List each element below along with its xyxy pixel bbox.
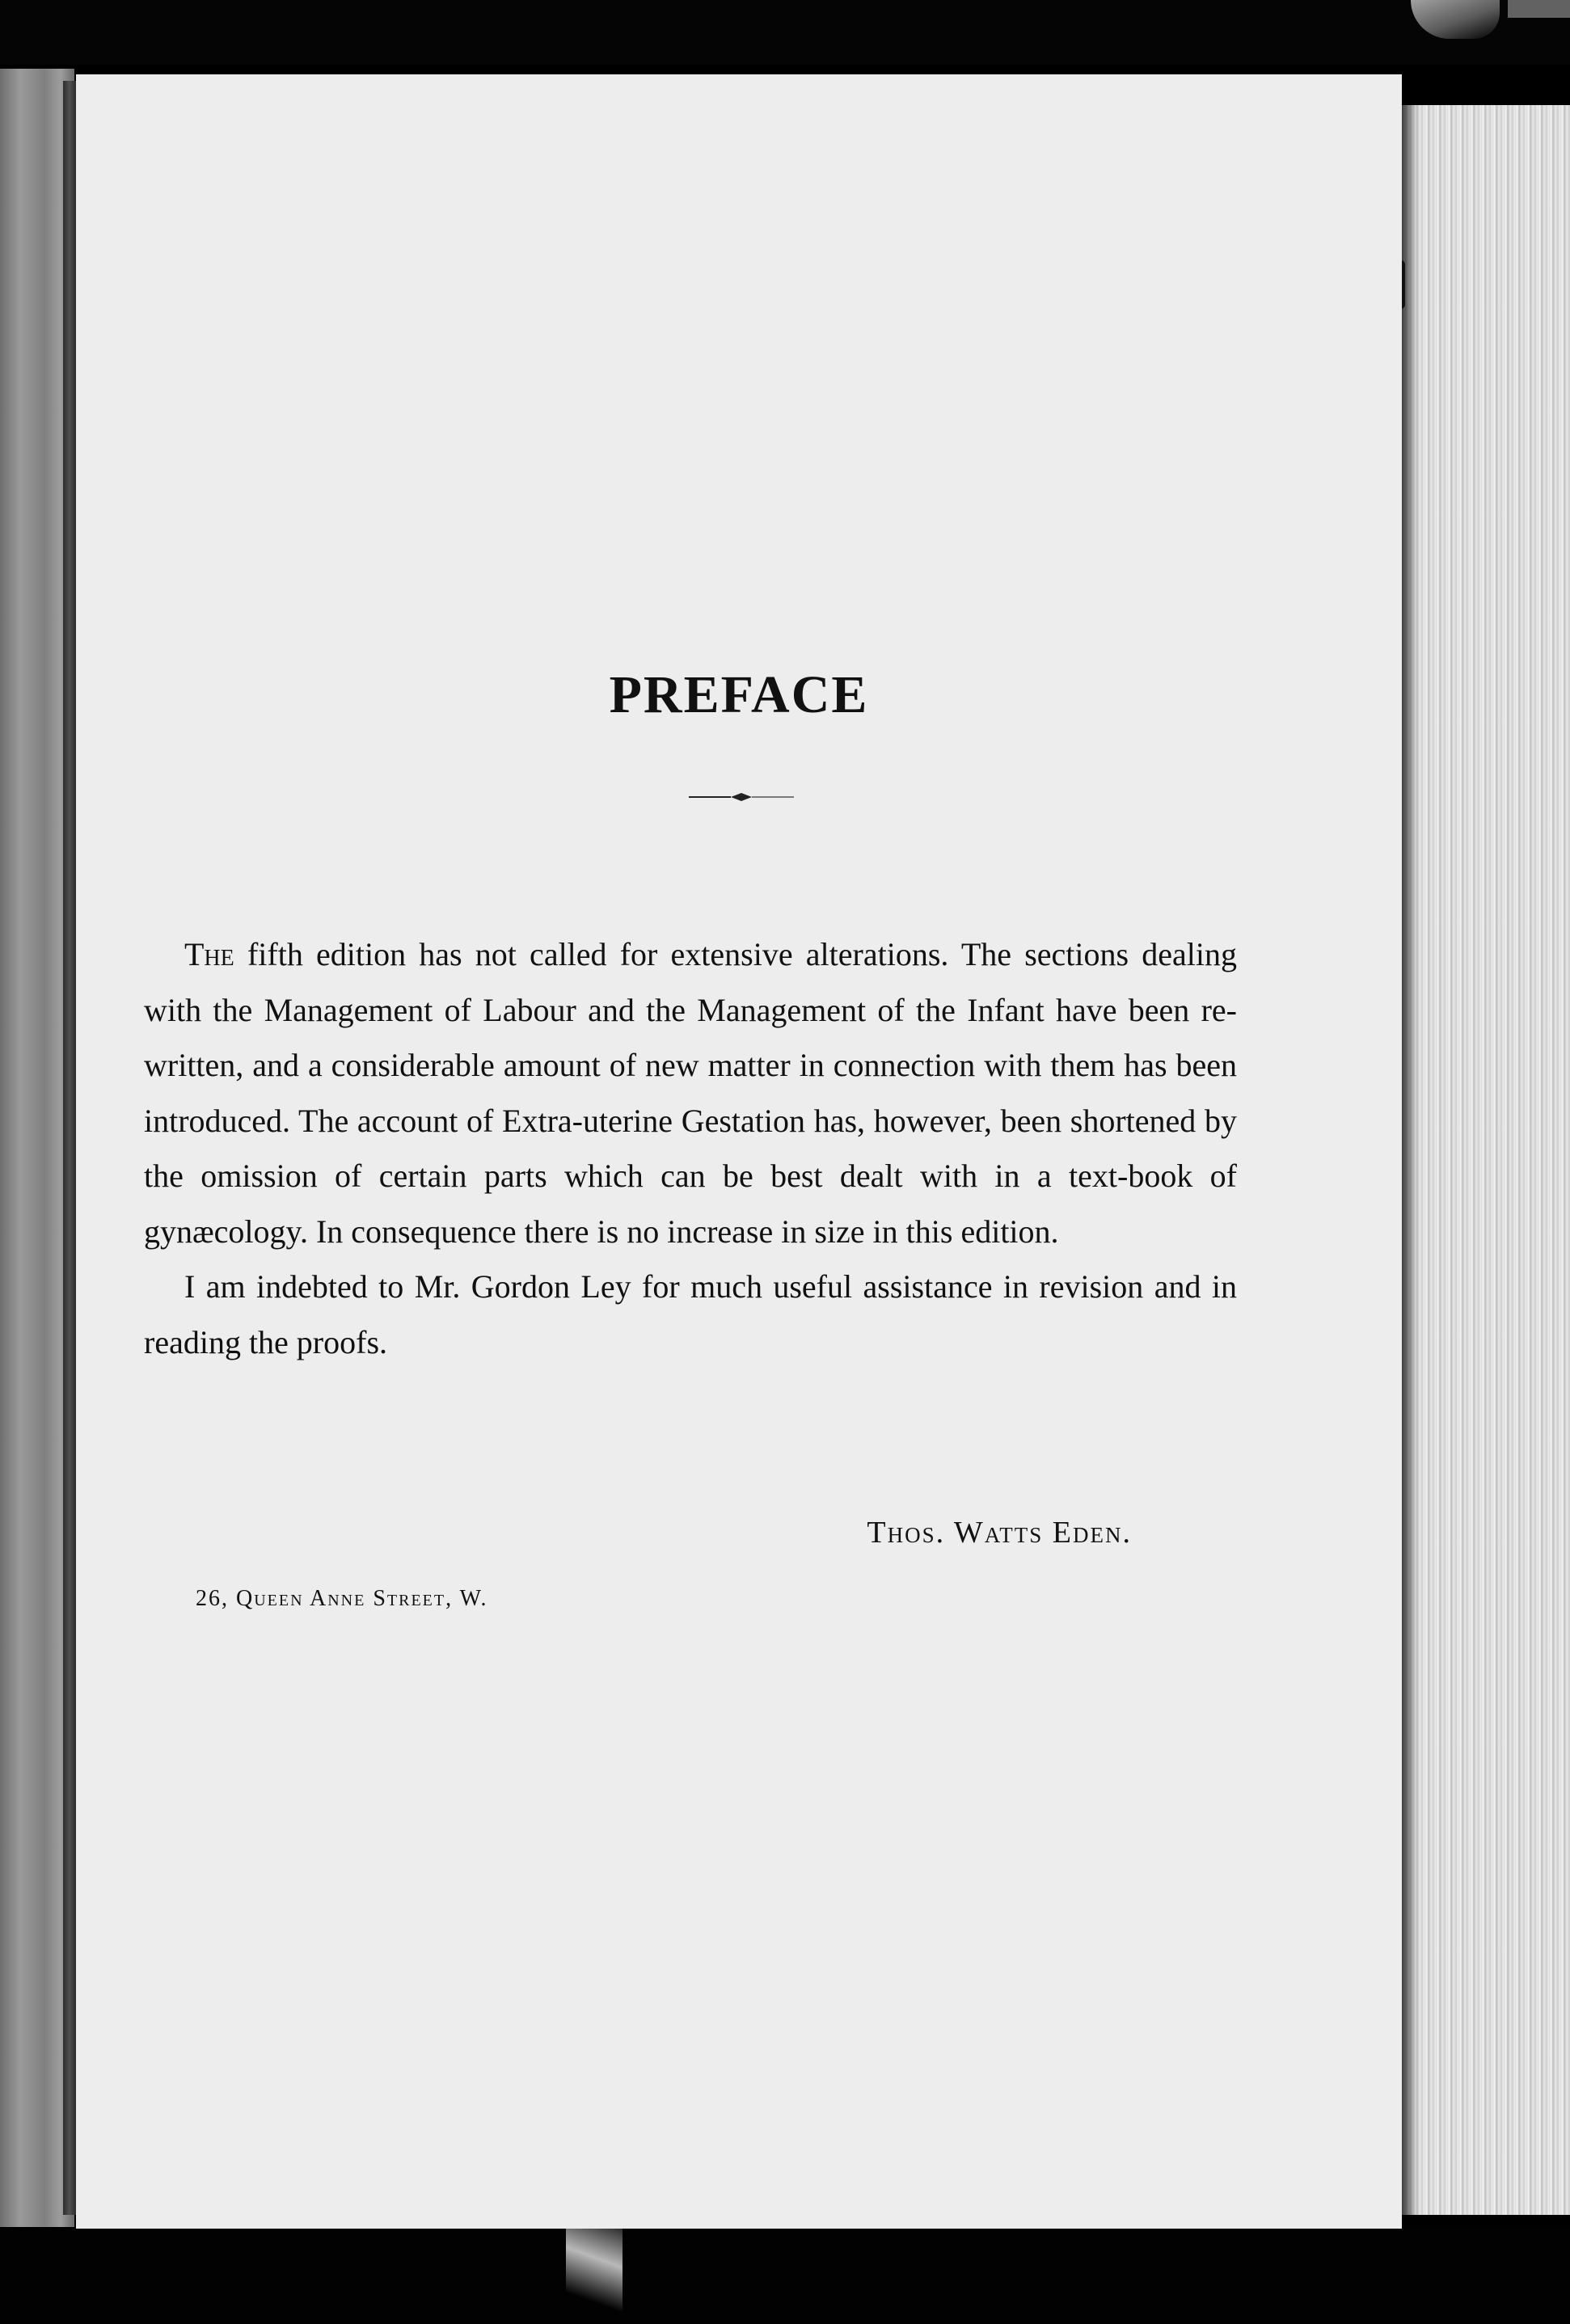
preface-body bbox=[144, 927, 1237, 1370]
book-spine-shadow bbox=[63, 81, 76, 2215]
author-address: 26, Queen Anne Street, W. bbox=[196, 1586, 488, 1611]
fore-edge-shadow bbox=[1402, 105, 1418, 2215]
scan-top-border bbox=[0, 0, 1570, 65]
page-stack-fore-edge bbox=[1402, 105, 1570, 2215]
paragraph-1 bbox=[144, 927, 1237, 1259]
author-signature: Thos. Watts Eden. bbox=[867, 1516, 1132, 1550]
scan-glare-edge bbox=[1508, 0, 1570, 18]
page-title: PREFACE bbox=[609, 665, 869, 724]
lead-word: The bbox=[184, 936, 234, 972]
paragraph-text: fifth edition has not called for extensive alterations. The sections dealing with the Management of Labour and the Management of the Infant have been re-written, and a considerable amount of new matter in connection with them has been introduced. The account of Extra-uterine Gestation has, however, been shortened by the omission of certain parts which can be best dealt with in a text-book of gynæcology. In consequence there is no increase in size in this edition. bbox=[144, 936, 1237, 1250]
scan-streak bbox=[566, 2216, 623, 2324]
rule-with-diamond-ornament-icon bbox=[689, 791, 794, 803]
book-page bbox=[76, 74, 1402, 2229]
paragraph-2 bbox=[144, 1259, 1237, 1370]
paragraph-text: I am indebted to Mr. Gordon Ley for much useful assistance in revision and in reading the proofs. bbox=[144, 1268, 1237, 1360]
scan-bottom-border bbox=[0, 2229, 1570, 2324]
